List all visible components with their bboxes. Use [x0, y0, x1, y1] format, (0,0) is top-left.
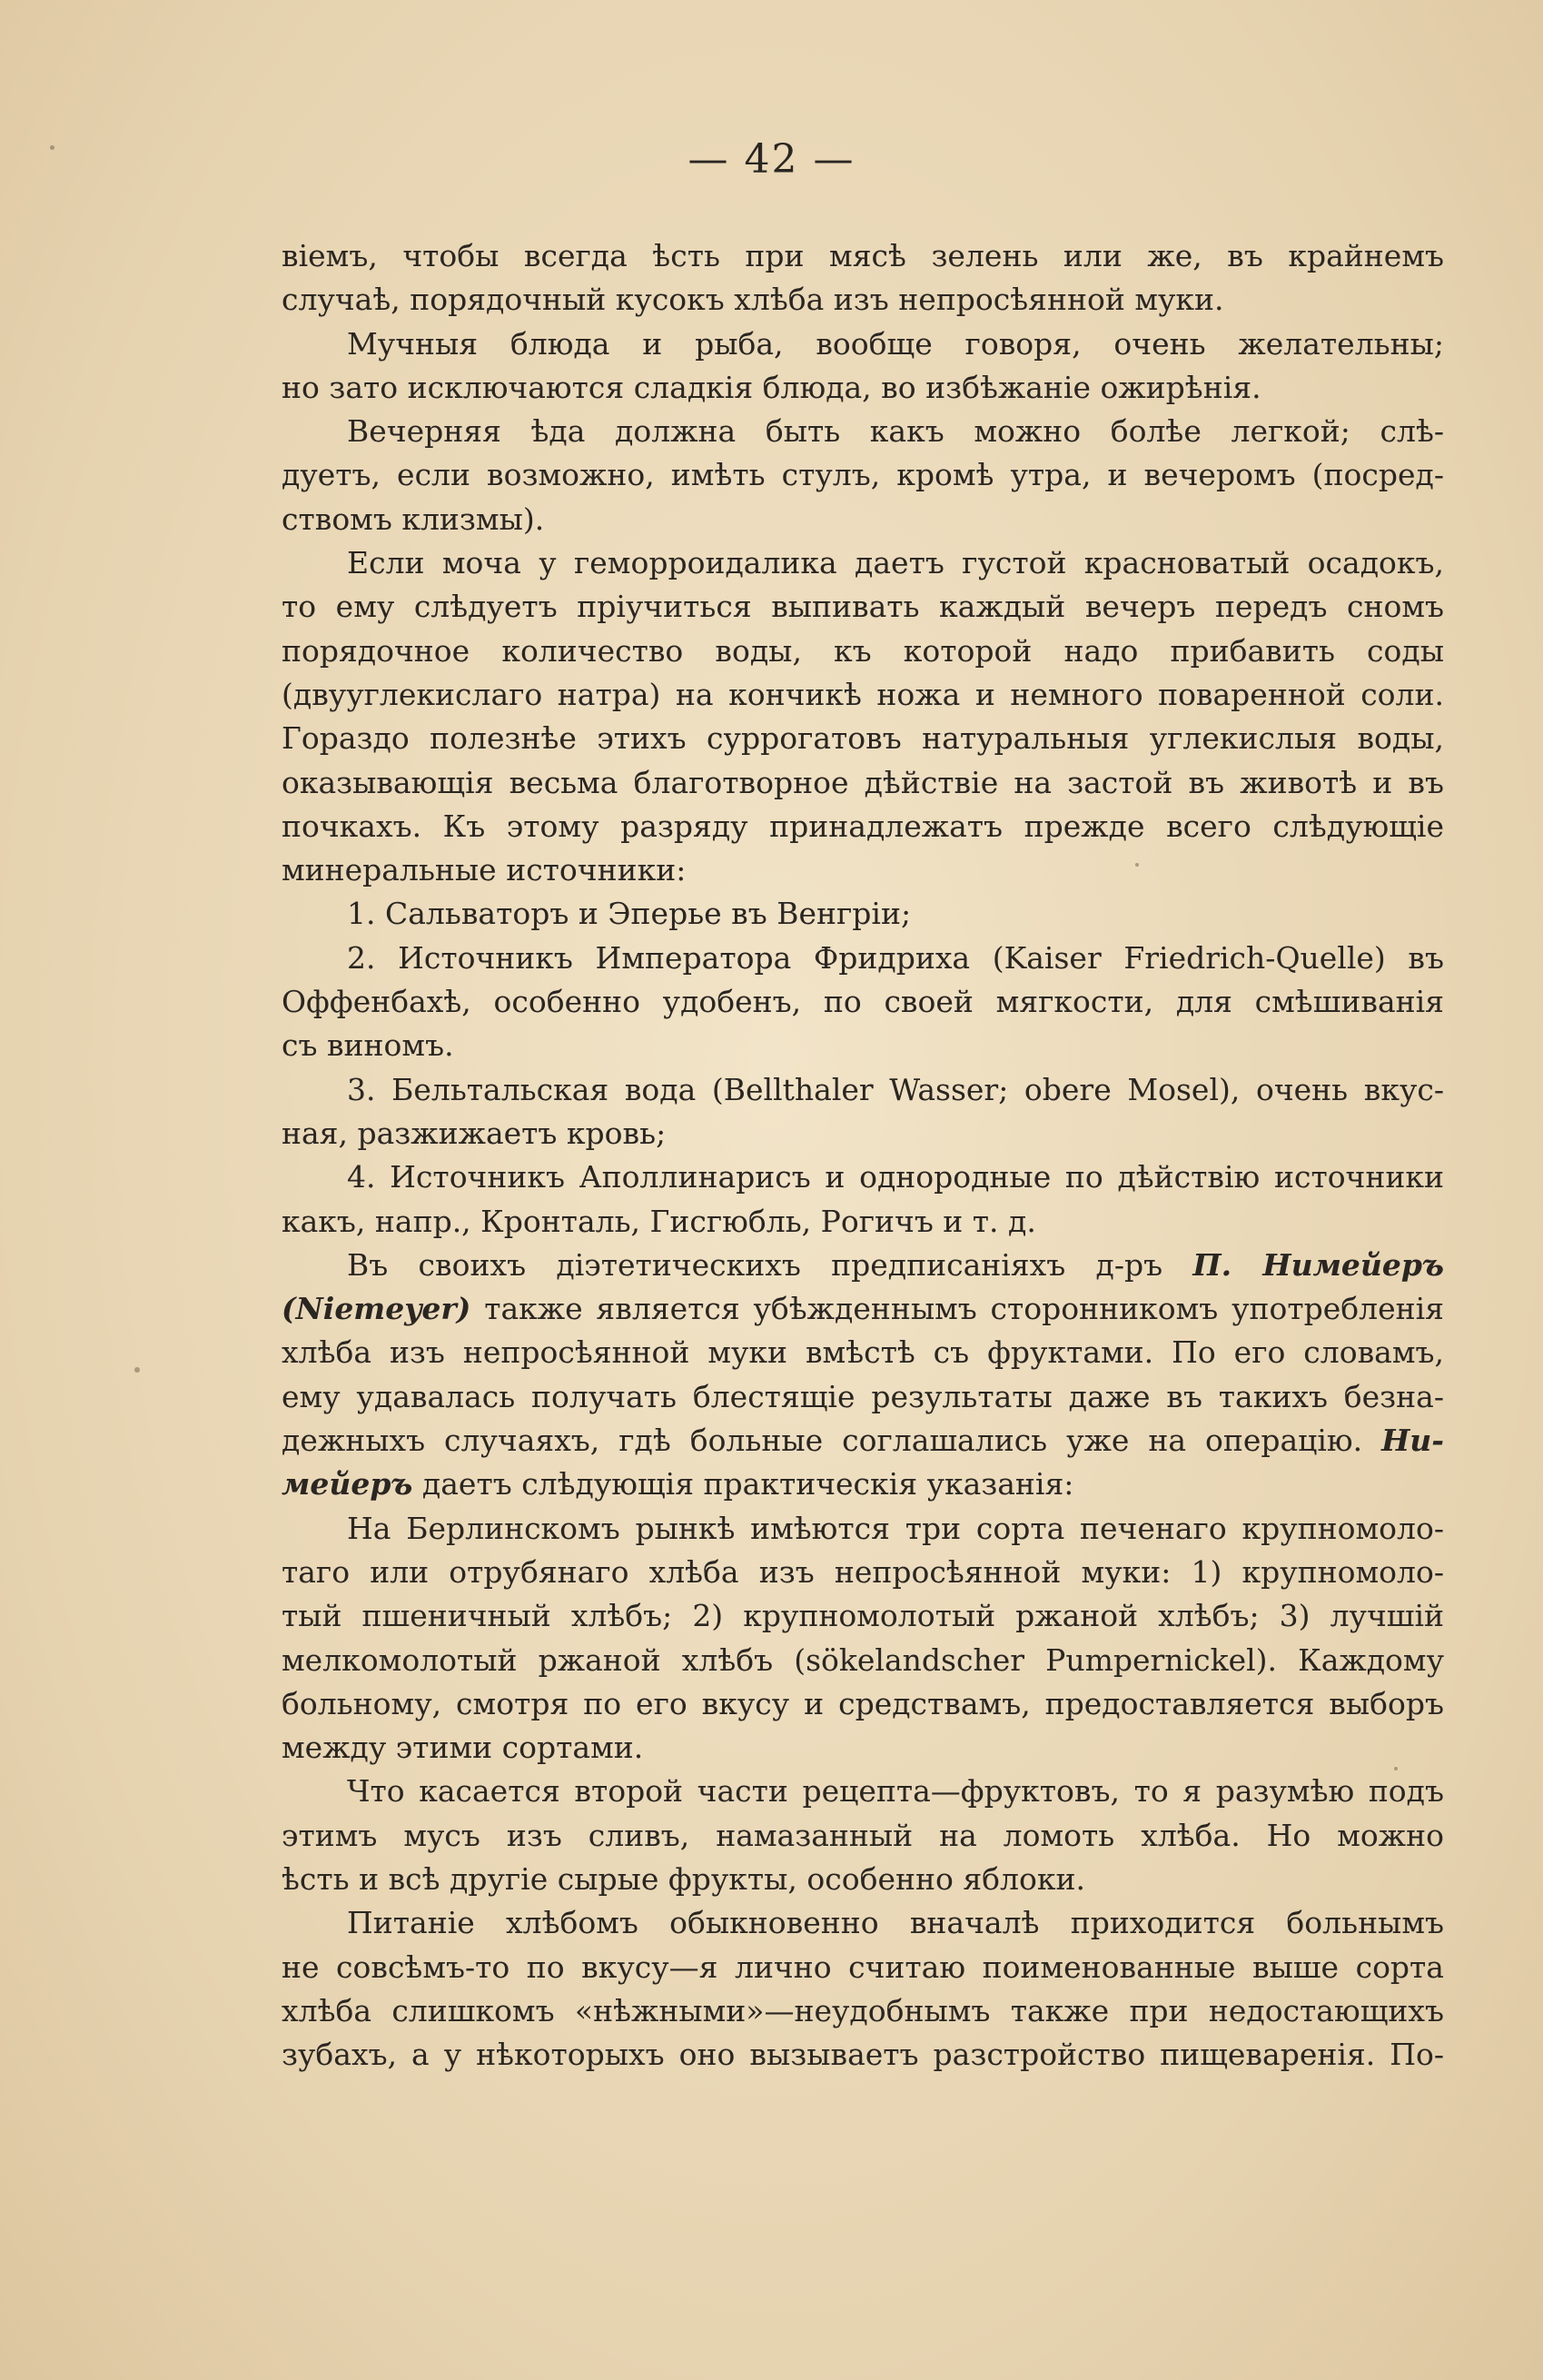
line-text: ему удавалась получать блестящіе результаты даже въ такихъ безна-: [282, 1378, 1444, 1414]
line-text: ная, разжижаетъ кровь;: [282, 1115, 667, 1151]
line-text: Гораздо полезнѣе этихъ суррогатовъ натуральныя углекислыя воды,: [282, 720, 1444, 757]
text-line: [282, 1287, 1444, 1331]
text-line: [282, 1375, 1444, 1419]
text-line: [282, 1112, 1444, 1155]
line-text: также является убѣжденнымъ сторонникомъ употребленія: [470, 1291, 1444, 1327]
line-text: таго или отрубянаго хлѣба изъ непросѣянной муки: 1) крупномоло-: [282, 1553, 1444, 1590]
line-text: между этими сортами.: [282, 1730, 644, 1766]
text-line: [282, 2033, 1444, 2077]
text-line: [282, 453, 1444, 497]
line-text: минеральные источники:: [282, 852, 687, 888]
text-line: [282, 1024, 1444, 1067]
text-line: [282, 1507, 1444, 1551]
line-text: хлѣба изъ непросѣянной муки вмѣстѣ съ фруктами. По его словамъ,: [282, 1334, 1444, 1371]
text-line: [282, 541, 1444, 585]
text-line: [282, 410, 1444, 453]
text-line: [282, 1946, 1444, 1989]
text-line: [282, 1682, 1444, 1726]
line-text: Оффенбахѣ, особенно удобенъ, по своей мягкости, для смѣшиванія: [282, 984, 1444, 1020]
page-number: — 42 —: [687, 136, 856, 183]
paper-speck: [1394, 1767, 1398, 1770]
text-line: [282, 1858, 1444, 1901]
line-text: оказывающія весьма благотворное дѣйствіе на застой въ животѣ и въ: [282, 764, 1444, 800]
paper-speck: [134, 1367, 140, 1373]
text-line: [282, 366, 1444, 410]
line-text: 2. Источникъ Императора Фридриха (Kaiser Friedrich-Quelle) въ: [347, 939, 1444, 976]
line-text: Мучныя блюда и рыба, вообще говоря, очень желательны;: [347, 325, 1444, 362]
emphasis: мейеръ: [282, 1466, 413, 1502]
text-line: [282, 980, 1444, 1024]
text-line: [282, 805, 1444, 848]
text-line: [282, 1331, 1444, 1374]
line-text: больному, смотря по его вкусу и средствамъ, предоставляется выборъ: [282, 1685, 1444, 1721]
line-text: ствомъ клизмы).: [282, 501, 545, 537]
text-line: [282, 848, 1444, 892]
text-line: [282, 1155, 1444, 1199]
line-text: дуетъ, если возможно, имѣть стулъ, кромѣ утра, и вечеромъ (посред-: [282, 457, 1444, 493]
line-text: тый пшеничный хлѣбъ; 2) крупномолотый ржаной хлѣбъ; 3) лучшій: [282, 1598, 1444, 1634]
line-text: не совсѣмъ-то по вкусу—я лично считаю поименованные выше сорта: [282, 1949, 1444, 1985]
text-line: [282, 1814, 1444, 1858]
text-line: [282, 1989, 1444, 2033]
line-text: (двууглекислаго натра) на кончикѣ ножа и немного поваренной соли.: [282, 676, 1444, 712]
line-text: почкахъ. Къ этому разряду принадлежатъ прежде всего слѣдующіе: [282, 808, 1444, 844]
line-text: Въ своихъ діэтетическихъ предписаніяхъ д-ръ: [347, 1246, 1163, 1283]
line-text: то ему слѣдуетъ пріучиться выпивать каждый вечеръ передъ сномъ: [282, 589, 1444, 625]
line-text: какъ, напр., Кронталь, Гисгюбль, Рогичъ и т. д.: [282, 1203, 1036, 1239]
line-text: мелкомолотый ржаной хлѣбъ (sökelandscher Pumpernickel). Каждому: [282, 1641, 1444, 1678]
text-line: [282, 1770, 1444, 1813]
line-text: 3. Бельтальская вода (Bellthaler Wasser; obere Mosel), очень вкус-: [347, 1071, 1444, 1107]
text-line: [282, 717, 1444, 760]
text-line: [282, 1594, 1444, 1638]
text-line: [282, 1901, 1444, 1945]
line-text: дежныхъ случаяхъ, гдѣ больные соглашались уже на операцію.: [282, 1423, 1363, 1459]
emphasis: (Niemeyer): [282, 1291, 471, 1327]
text-line: [282, 1068, 1444, 1112]
text-line: [282, 673, 1444, 717]
line-text: даетъ слѣдующія практическія указанія:: [412, 1466, 1074, 1502]
text-line: [282, 761, 1444, 805]
text-line: [282, 937, 1444, 980]
line-text: зубахъ, а у нѣкоторыхъ оно вызываетъ разстройство пищеваренія. По-: [282, 2037, 1444, 2073]
text-line: [282, 585, 1444, 629]
line-text: Питаніе хлѣбомъ обыкновенно вначалѣ приходится больнымъ: [347, 1905, 1444, 1941]
line-text: хлѣба слишкомъ «нѣжными»—неудобнымъ также при недостающихъ: [282, 1992, 1444, 2028]
text-line: [282, 1726, 1444, 1770]
line-text: этимъ мусъ изъ сливъ, намазанный на ломоть хлѣба. Но можно: [282, 1817, 1444, 1853]
line-text: Вечерняя ѣда должна быть какъ можно болѣе легкой; слѣ-: [347, 413, 1444, 450]
line-text: Что касается второй части рецепта—фруктовъ, то я разумѣю подъ: [347, 1773, 1444, 1810]
line-text: На Берлинскомъ рынкѣ имѣются три сорта печенаго крупномоло-: [347, 1510, 1444, 1546]
line-text: 1. Сальваторъ и Эперье въ Венгріи;: [347, 896, 912, 932]
text-line: [282, 1551, 1444, 1594]
text-line: [282, 498, 1444, 541]
line-text: случаѣ, порядочный кусокъ хлѣба изъ непросѣянной муки.: [282, 282, 1224, 318]
text-line: [282, 322, 1444, 366]
line-text: ѣсть и всѣ другіе сырые фрукты, особенно яблоки.: [282, 1860, 1085, 1897]
line-text: съ виномъ.: [282, 1027, 454, 1064]
line-text: но зато исключаются сладкія блюда, во избѣжаніе ожирѣнія.: [282, 369, 1261, 405]
text-line: [282, 1639, 1444, 1682]
line-text: 4. Источникъ Аполлинарисъ и однородные по дѣйствію источники: [347, 1159, 1444, 1195]
line-text: віемъ, чтобы всегда ѣсть при мясѣ зелень или же, въ крайнемъ: [282, 238, 1444, 273]
line-text: порядочное количество воды, къ которой надо прибавить соды: [282, 632, 1444, 669]
text-line: [282, 1200, 1444, 1244]
text-line: [282, 234, 1444, 278]
text-line: [282, 1463, 1444, 1506]
paper-speck: [50, 145, 54, 150]
text-line: [282, 892, 1444, 936]
paper-speck: [1135, 863, 1139, 867]
line-text: Если моча у геморроидалика даетъ густой красноватый осадокъ,: [347, 545, 1444, 581]
text-line: [282, 630, 1444, 673]
text-line: [282, 1419, 1444, 1463]
body-text: [282, 234, 1444, 2077]
text-line: [282, 278, 1444, 322]
emphasis: Ни-: [1381, 1423, 1444, 1459]
emphasis: П. Нимейеръ: [1192, 1246, 1444, 1283]
text-line: [282, 1244, 1444, 1287]
